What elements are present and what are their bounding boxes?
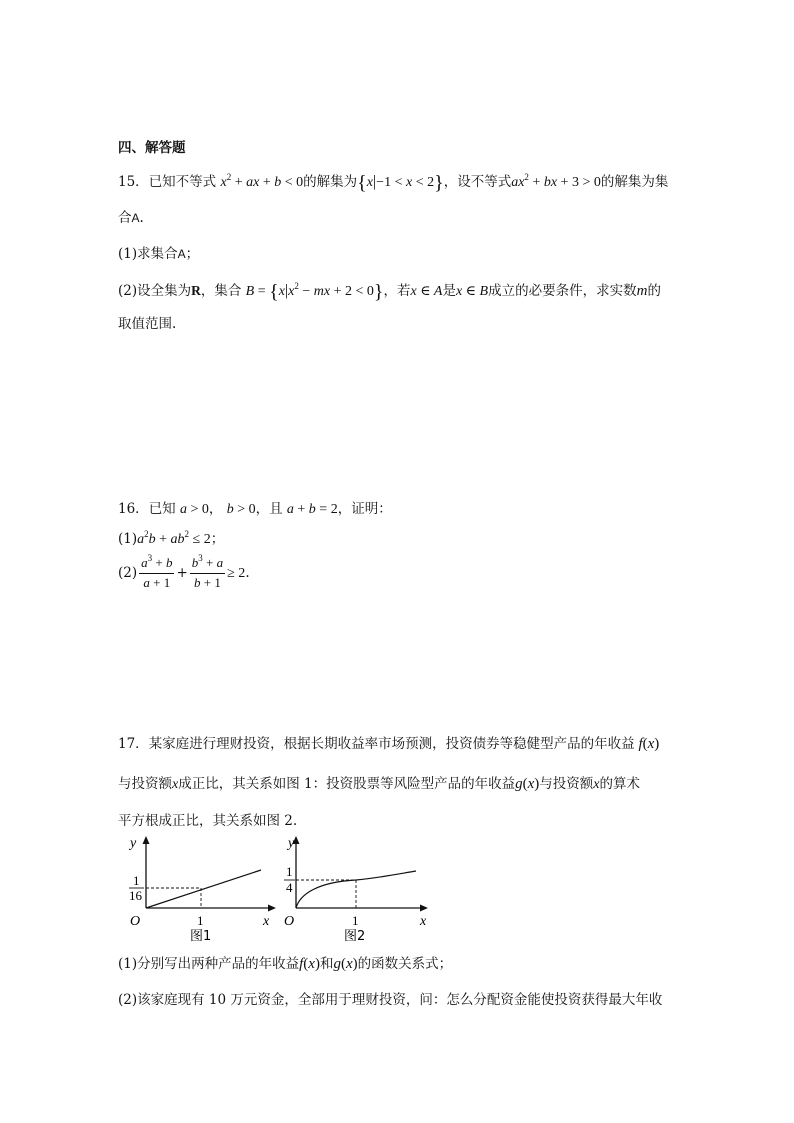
q17-line-1: 17．某家庭进行理财投资，根据长期收益率市场预测，投资债券等稳健型产品的年收益 f(x) <box>118 736 660 752</box>
q17-part-1: (1)分别写出两种产品的年收益f(x)和g(x)的函数关系式； <box>118 956 453 972</box>
q15-part-2: (2)设全集为R，集合 $B = \{x|x^2$ − mx + 2 < 0}，若x ∈ A是x ∈ B成立的必要条件，求实数m的 <box>118 281 661 303</box>
q17-part-2: (2)该家庭现有 10 万元资金，全部用于理财投资，问：怎么分配资金能使投资获得最大年收 <box>118 992 663 1008</box>
fig1-x-axis-label: x <box>263 914 270 929</box>
q15-part-2-cont: 取值范围. <box>118 316 177 332</box>
fig1-y-tick-den: 16 <box>129 888 142 903</box>
fig2-y-axis-label: y <box>288 836 295 851</box>
q16-number: 16． <box>118 501 149 517</box>
q17-line-3: 平方根成正比，其关系如图 2. <box>118 813 298 829</box>
q16-part-1: $(1)a^2b + ab^2 \le 2$； <box>118 529 225 547</box>
q15-set-b: $B = \{x|x^2$ − mx + 2 < 0} <box>245 281 384 303</box>
fig2-caption: 图2 <box>344 929 366 942</box>
q15-inequality-1: $x^2$ + ax + b < 0 <box>220 172 304 190</box>
q15-inequality-2: $ax^2$ + bx + 3 > 0 <box>511 172 601 190</box>
q15-part-1: (1)求集合A； <box>118 246 200 262</box>
fig2-x-axis-label: x <box>420 914 427 929</box>
fig1-y-tick-num: 1 <box>133 873 140 888</box>
figure-2-sqrt-graph <box>278 830 438 942</box>
fig2-y-tick-den: 4 <box>286 880 293 895</box>
figure-1-linear-graph <box>116 830 276 942</box>
q16-line-1: 16．已知 a > 0， b > 0，且 a + b = 2，证明： <box>118 501 392 517</box>
q17-number: 17． <box>118 736 149 752</box>
q15-line-1: 15．已知不等式 $x^2$ + ax + b < 0的解集为{x|−1 < x < 2}，设不等式$ax^2$ + bx + 3 > 0的解集为集 <box>118 172 669 194</box>
fig1-x-tick: 1 <box>197 913 204 928</box>
set-a-label: A <box>131 211 140 225</box>
fig2-x-tick: 1 <box>352 913 359 928</box>
q15-solution-set: {x|−1 < x < 2} <box>357 172 444 194</box>
q16-part-2: (2) $\frac{a^3 + b}{a + 1}$ + $\frac{b^3 + a}{b + 1}$ ≥ 2. <box>118 553 250 590</box>
fig2-y-tick-num: 1 <box>286 864 293 879</box>
fig1-y-axis-label: y <box>130 836 137 851</box>
fig1-origin-label: O <box>130 914 141 929</box>
q15-line-2: 合A. <box>118 210 144 226</box>
fig1-caption: 图1 <box>190 929 212 942</box>
q15-number: 15． <box>118 174 149 190</box>
fig2-origin-label: O <box>284 914 295 929</box>
q17-line-2: 与投资额x成正比，其关系如图 1：投资股票等风险型产品的年收益g(x)与投资额x的算术 <box>118 776 640 792</box>
section-title: 四、解答题 <box>118 140 186 156</box>
